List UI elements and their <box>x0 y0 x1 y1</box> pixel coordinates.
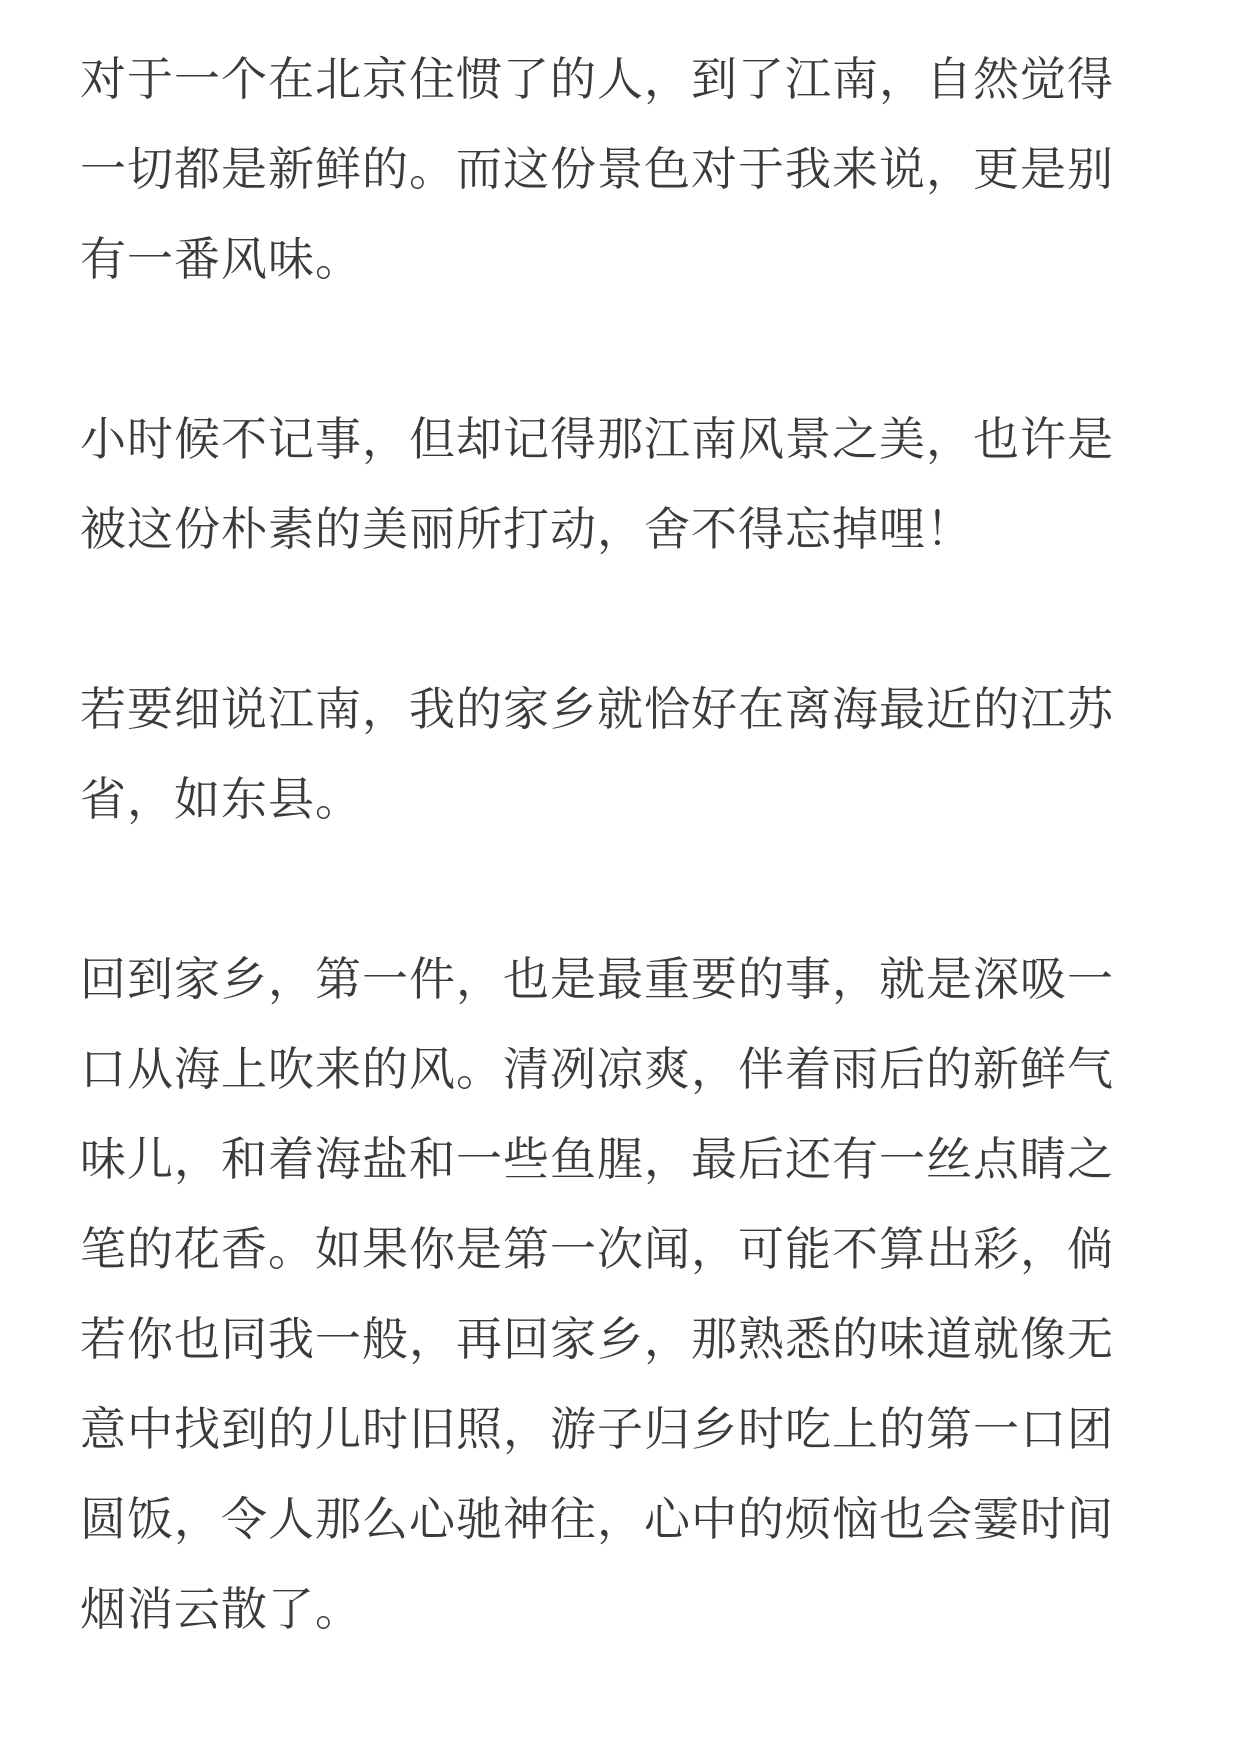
text-line: 烟消云散了。 <box>80 1582 362 1636</box>
text-line: 若你也同我一般，再回家乡，那熟悉的味道就像无 <box>80 1312 1114 1366</box>
text-line: 有一番风味。 <box>80 232 362 286</box>
text-line: 回到家乡，第一件，也是最重要的事，就是深吸一 <box>80 952 1114 1006</box>
paragraph-4 <box>80 934 1130 1654</box>
text-line: 小时候不记事，但却记得那江南风景之美，也许是 <box>80 412 1114 466</box>
text-line: 一切都是新鲜的。而这份景色对于我来说，更是别 <box>80 142 1114 196</box>
text-line: 若要细说江南，我的家乡就恰好在离海最近的江苏 <box>80 682 1114 736</box>
text-line: 意中找到的儿时旧照，游子归乡时吃上的第一口团 <box>80 1402 1114 1456</box>
text-line: 味儿，和着海盐和一些鱼腥，最后还有一丝点睛之 <box>80 1132 1114 1186</box>
text-line: 圆饭，令人那么心驰神往，心中的烦恼也会霎时间 <box>80 1492 1114 1546</box>
text-line: 对于一个在北京住惯了的人，到了江南，自然觉得 <box>80 52 1114 106</box>
text-line: 口从海上吹来的风。清冽凉爽，伴着雨后的新鲜气 <box>80 1042 1114 1096</box>
paragraph-1 <box>80 34 1130 304</box>
paragraph-2 <box>80 394 1130 574</box>
paragraph-3 <box>80 664 1130 844</box>
text-line: 省，如东县。 <box>80 772 362 826</box>
text-line: 被这份朴素的美丽所打动，舍不得忘掉哩！ <box>80 502 973 556</box>
article-body <box>80 34 1130 1744</box>
text-line: 笔的花香。如果你是第一次闻，可能不算出彩，倘 <box>80 1222 1114 1276</box>
